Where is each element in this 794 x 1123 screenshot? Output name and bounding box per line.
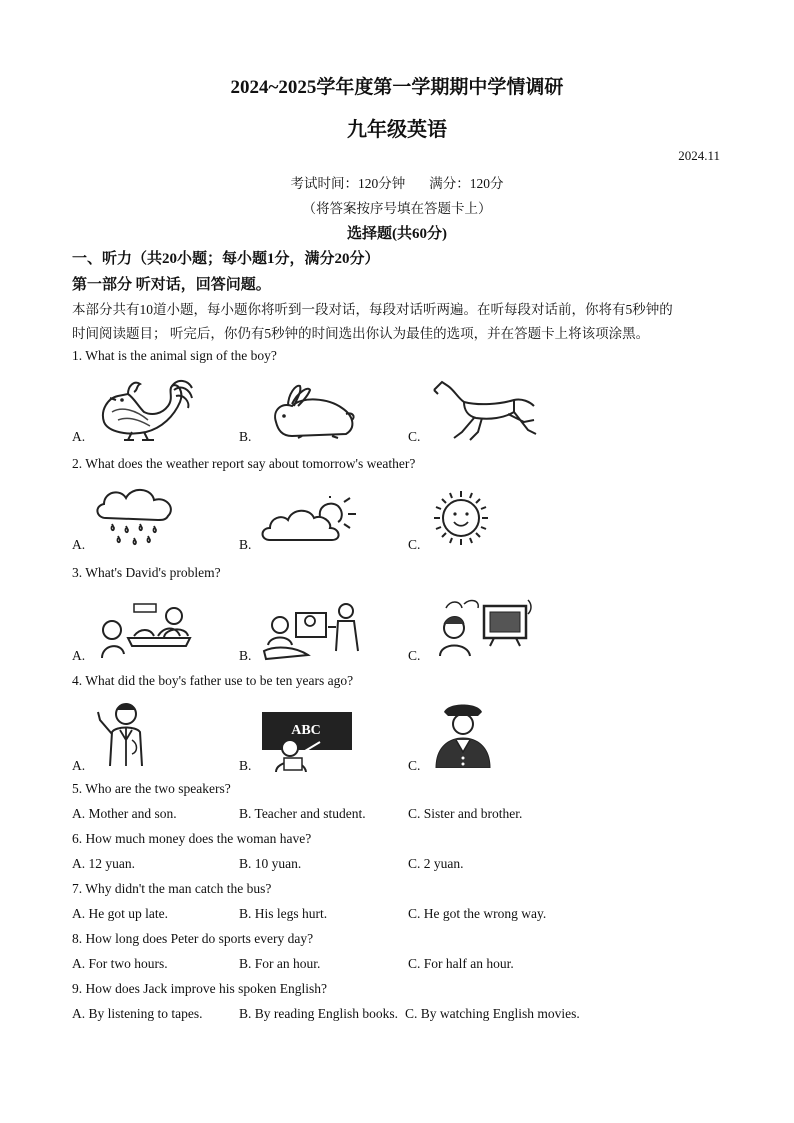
exam-time: 考试时间：120分钟 xyxy=(290,176,406,191)
option-4a[interactable]: A. xyxy=(72,758,86,773)
option-9a[interactable]: A. By listening to tapes. xyxy=(72,1006,203,1021)
part-subheading: 第一部分 听对话，回答问题。 xyxy=(72,277,271,293)
option-5a[interactable]: A. Mother and son. xyxy=(72,806,177,821)
option-3a[interactable]: A. xyxy=(72,648,86,663)
option-3c[interactable]: C. xyxy=(408,648,421,663)
option-4b[interactable]: B. xyxy=(239,758,252,773)
page-subtitle: 九年级英语 xyxy=(347,119,447,141)
headache-tv-icon xyxy=(432,594,536,658)
option-6a[interactable]: A. 12 yuan. xyxy=(72,856,135,871)
question-2: 2. What does the weather report say about tomorrow's weather? xyxy=(72,456,416,471)
option-1c[interactable]: C. xyxy=(408,429,421,444)
option-8c[interactable]: C. For half an hour. xyxy=(408,956,514,971)
part-heading: 一、听力（共20小题；每小题1分，满分20分） xyxy=(72,251,380,267)
full-score: 满分：120分 xyxy=(429,176,504,191)
option-1a[interactable]: A. xyxy=(72,429,86,444)
option-2b[interactable]: B. xyxy=(239,537,252,552)
instructions-line-1: 本部分共有10道小题，每小题你将听到一段对话，每段对话听两遍。在听每段对话前，你将有5秒钟的 xyxy=(72,302,673,317)
option-9b[interactable]: B. By reading English books. xyxy=(239,1006,398,1021)
section-title: 选择题(共60分) xyxy=(347,226,447,242)
exam-date: 2024.11 xyxy=(678,148,720,163)
question-7: 7. Why didn't the man catch the bus? xyxy=(72,881,272,896)
option-5b[interactable]: B. Teacher and student. xyxy=(239,806,366,821)
question-5: 5. Who are the two speakers? xyxy=(72,781,231,796)
instructions-line-2: 时间阅读题目； 听完后，你仍有5秒钟的时间选出你认为最佳的选项，并在答题卡上将该项涂黑。 xyxy=(72,326,650,341)
rabbit-icon xyxy=(262,382,364,440)
question-3: 3. What's David's problem? xyxy=(72,565,221,580)
question-6: 6. How much money does the woman have? xyxy=(72,831,312,846)
option-5c[interactable]: C. Sister and brother. xyxy=(408,806,523,821)
option-4c[interactable]: C. xyxy=(408,758,421,773)
option-8a[interactable]: A. For two hours. xyxy=(72,956,168,971)
cloudy-sun-icon xyxy=(260,496,360,546)
question-4: 4. What did the boy's father use to be ten years ago? xyxy=(72,673,354,688)
question-1: 1. What is the animal sign of the boy? xyxy=(72,348,277,363)
question-8: 8. How long does Peter do sports every day? xyxy=(72,931,314,946)
option-8b[interactable]: B. For an hour. xyxy=(239,956,321,971)
police-icon xyxy=(430,698,496,768)
rain-cloud-icon xyxy=(92,484,178,548)
option-3b[interactable]: B. xyxy=(239,648,252,663)
blackboard-text: ABC xyxy=(291,723,321,738)
page-title: 2024~2025学年度第一学期期中学情调研 xyxy=(230,77,564,98)
teacher-icon xyxy=(260,710,354,772)
exam-info xyxy=(0,172,794,192)
horse-icon xyxy=(430,376,540,442)
option-7c[interactable]: C. He got the wrong way. xyxy=(408,906,547,921)
answer-note: （将答案按序号填在答题卡上） xyxy=(302,201,492,216)
doctor-icon xyxy=(94,700,158,768)
option-9c[interactable]: C. By watching English movies. xyxy=(405,1006,580,1021)
option-7a[interactable]: A. He got up late. xyxy=(72,906,168,921)
option-2a[interactable]: A. xyxy=(72,537,86,552)
option-1b[interactable]: B. xyxy=(239,429,252,444)
option-6c[interactable]: C. 2 yuan. xyxy=(408,856,464,871)
option-7b[interactable]: B. His legs hurt. xyxy=(239,906,328,921)
classroom-scene-icon xyxy=(262,601,362,661)
option-2c[interactable]: C. xyxy=(408,537,421,552)
question-9: 9. How does Jack improve his spoken English? xyxy=(72,981,327,996)
eating-scene-icon xyxy=(94,598,194,660)
sun-icon xyxy=(428,487,494,549)
rooster-icon xyxy=(88,376,198,442)
option-6b[interactable]: B. 10 yuan. xyxy=(239,856,302,871)
